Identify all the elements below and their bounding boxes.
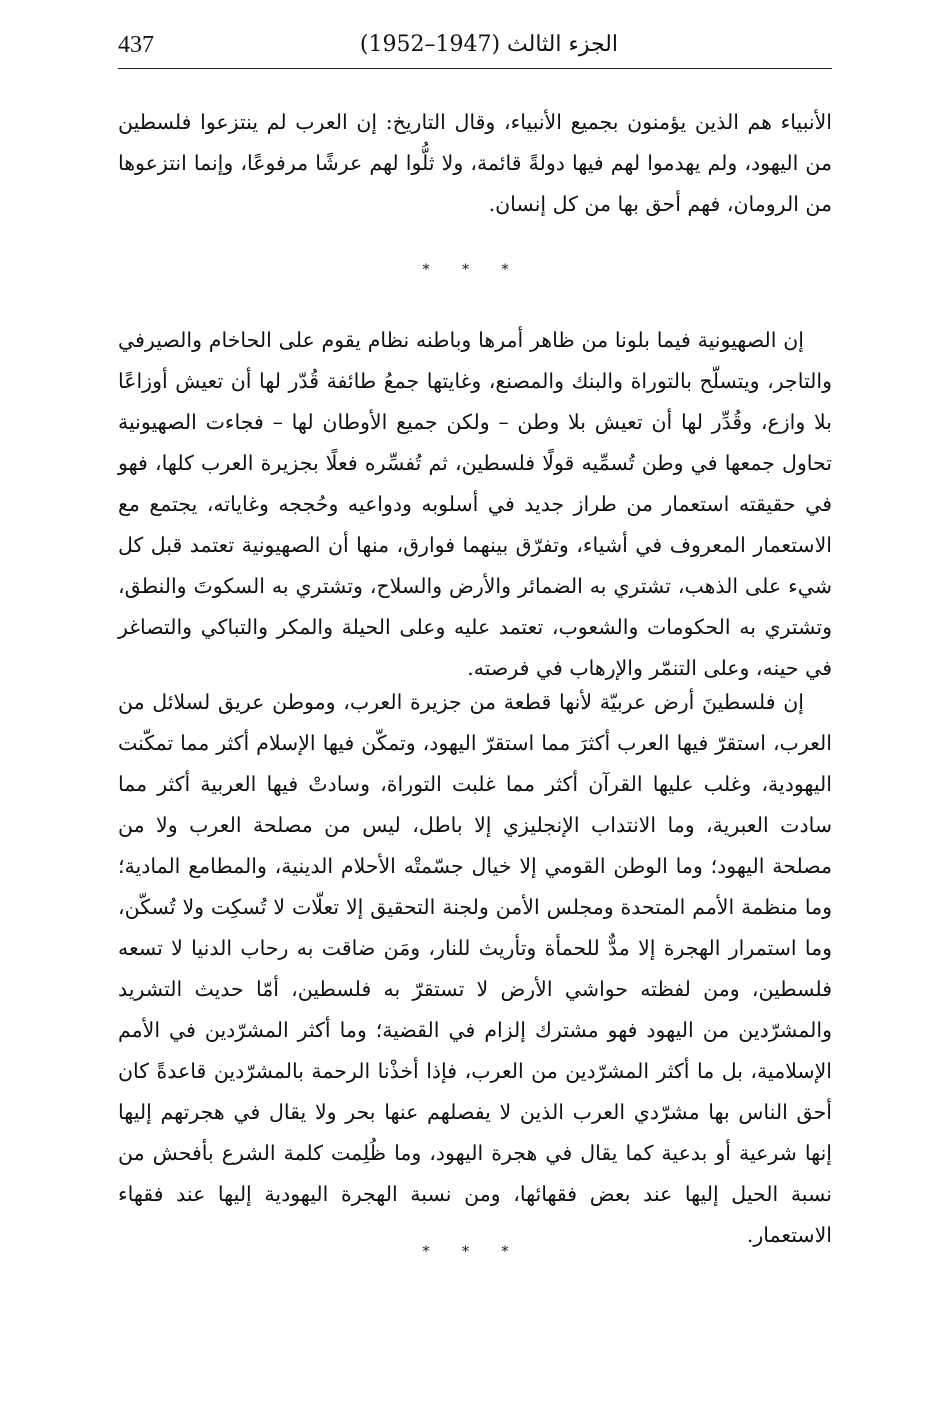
page-number: 437 [118, 32, 154, 58]
paragraph-text: الأنبياء هم الذين يؤمنون بجميع الأنبياء، وقال التاريخ: إن العرب لم ينتزعوا فلسطين من اليهود، ولم يهدموا لهم فيها دولةً قائمة، ولا ثلُّوا لهم عرشًا مرفوعًا، وإنما انتزعوها من الرومان، فهم أحق بها من كل إنسان. [118, 110, 832, 216]
running-head: الجزء الثالث (1947–1952) [359, 32, 618, 57]
page-header [118, 28, 832, 69]
paragraph-zionism [118, 320, 832, 689]
paragraph-text: إن الصهيونية فيما بلونا من ظاهر أمرها وباطنه نظام يقوم على الحاخام والصيرفي والتاجر، ويتسلّح بالتوراة والبنك والمصنع، وغايتها جمعُ طائفة قُدّر لها أن تعيش أوزاعًا بلا وازع، وقُدِّر لها أن تعيش بلا وطن – ولكن جميع الأوطان لها – فجاءت الصهيونية تحاول جمعها في وطن تُسمِّيه قولًا فلسطين، ثم تُفسِّره فعلًا بجزيرة العرب كلها، فهو في حقيقته استعمار من طراز جديد في أسلوبه ودواعيه وحُججه وغاياته، يجتمع مع الاستعمار المعروف في أشياء، وتفرّق بينهما فوارق، منها أن الصهيونية تعتمد قبل كل شيء على الذهب، تشتري به الضمائر والأرض والسلاح، وتشتري به السكوتَ والنطق، وتشتري به الحكومات والشعوب، تعتمد عليه وعلى الحيلة والمكر والتباكي والتصاغر في حينه، وعلى التنمّر والإرهاب في فرصته. [118, 328, 832, 680]
paragraph-palestine [118, 682, 832, 1256]
section-separator: * * * [422, 262, 523, 278]
paragraph-text: إن فلسطينَ أرض عربيّة لأنها قطعة من جزيرة العرب، وموطن عريق لسلائل من العرب، استقرّ فيها العرب أكثرَ مما استقرّ اليهود، وتمكّن فيها الإسلام أكثر مما تمكّنت اليهودية، وغلب عليها القرآن أكثر مما غلبت التوراة، وسادتْ فيها العربية أكثر مما سادت العبرية، وما الانتداب الإنجليزي إلا باطل، ليس من مصلحة العرب ولا من مصلحة اليهود؛ وما الوطن القومي إلا خيال جسّمتْه الأحلام الدينية، والمطامع المادية؛ وما منظمة الأمم المتحدة ومجلس الأمن ولجنة التحقيق إلا تعلّات لا تُسكِت ولا تُسكّن، وما استمرار الهجرة إلا مدٌّ للحمأة وتأريث للنار، ومَن ضاقت به رحاب الدنيا لا تسعه فلسطين، ومن لفظته حواشي الأرض لا تستقرّ به فلسطين، أمّا حديث التشريد والمشرّدين من اليهود فهو مشترك إلزام في القضية؛ وما أكثر المشرّدين في الأمم الإسلامية، بل ما أكثر المشرّدين من العرب، فإذا أخذْنا الرحمة بالمشرّدين قاعدةً كان أحق الناس بها مشرّدي العرب الذين لا يفصلهم عنها بحر ولا يقال في هجرتهم إليها إنها شرعية أو بدعية كما يقال في هجرة اليهود، وما ظُلِمت كلمة الشرع بأفحش من نسبة الحيل إليها عند بعض فقهائها، ومن نسبة الهجرة اليهودية إليها عند فقهاء الاستعمار. [118, 690, 832, 1247]
section-separator: * * * [422, 1244, 523, 1260]
paragraph-continuation [118, 102, 832, 225]
